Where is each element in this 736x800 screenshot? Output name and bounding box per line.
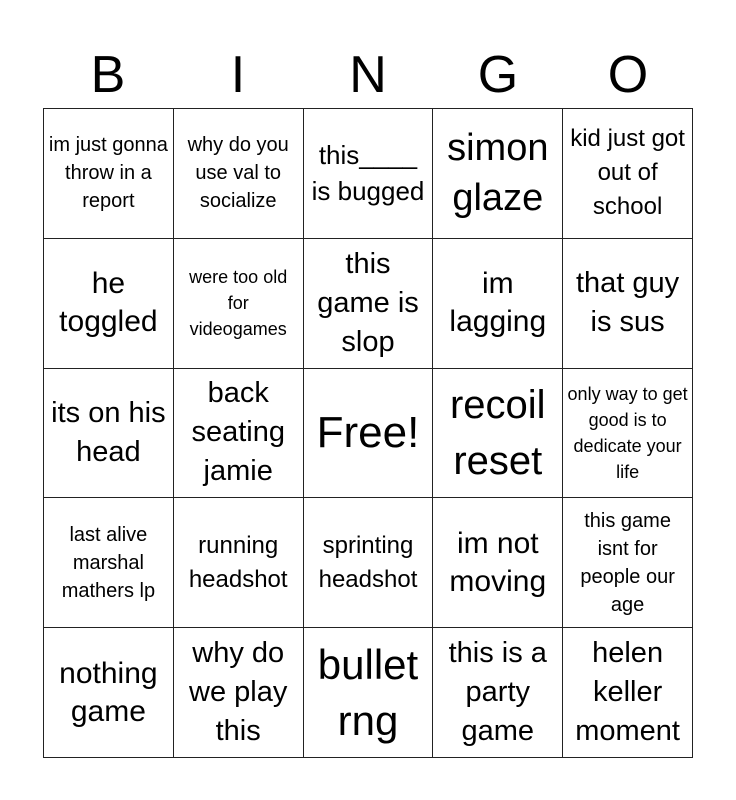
bingo-cell-o3[interactable]: only way to get good is to dedicate your life <box>563 369 693 499</box>
bingo-cell-g2[interactable]: im lagging <box>433 239 563 369</box>
bingo-cell-i2[interactable]: were too old for videogames <box>174 239 304 369</box>
bingo-cell-o2[interactable]: that guy is sus <box>563 239 693 369</box>
bingo-cell-i3[interactable]: back seating jamie <box>174 369 304 499</box>
bingo-cell-g3[interactable]: recoil reset <box>433 369 563 499</box>
header-letter-o: O <box>607 46 649 104</box>
bingo-cell-b5[interactable]: nothing game <box>44 628 174 758</box>
bingo-cell-n1[interactable]: this____ is bugged <box>304 109 434 239</box>
bingo-cell-i5[interactable]: why do we play this <box>174 628 304 758</box>
bingo-cell-n5[interactable]: bullet rng <box>304 628 434 758</box>
bingo-cell-i4[interactable]: running headshot <box>174 498 304 628</box>
bingo-cell-n2[interactable]: this game is slop <box>304 239 434 369</box>
bingo-cell-g1[interactable]: simon glaze <box>433 109 563 239</box>
bingo-cell-o5[interactable]: helen keller moment <box>563 628 693 758</box>
bingo-board <box>43 108 693 758</box>
header-letter-b: B <box>90 46 126 104</box>
bingo-cell-b4[interactable]: last alive marshal mathers lp <box>44 498 174 628</box>
bingo-cell-b2[interactable]: he toggled <box>44 239 174 369</box>
header-letter-g: G <box>477 46 519 104</box>
header-letter-n: N <box>349 46 387 104</box>
bingo-cell-o4[interactable]: this game isnt for people our age <box>563 498 693 628</box>
bingo-cell-n4[interactable]: sprinting headshot <box>304 498 434 628</box>
bingo-cell-o1[interactable]: kid just got out of school <box>563 109 693 239</box>
bingo-cell-g4[interactable]: im not moving <box>433 498 563 628</box>
bingo-cell-b1[interactable]: im just gonna throw in a report <box>44 109 174 239</box>
bingo-header <box>43 42 693 108</box>
bingo-cell-g5[interactable]: this is a party game <box>433 628 563 758</box>
bingo-cell-free[interactable]: Free! <box>304 369 434 499</box>
bingo-cell-b3[interactable]: its on his head <box>44 369 174 499</box>
bingo-cell-i1[interactable]: why do you use val to socialize <box>174 109 304 239</box>
header-letter-i: I <box>230 46 246 104</box>
